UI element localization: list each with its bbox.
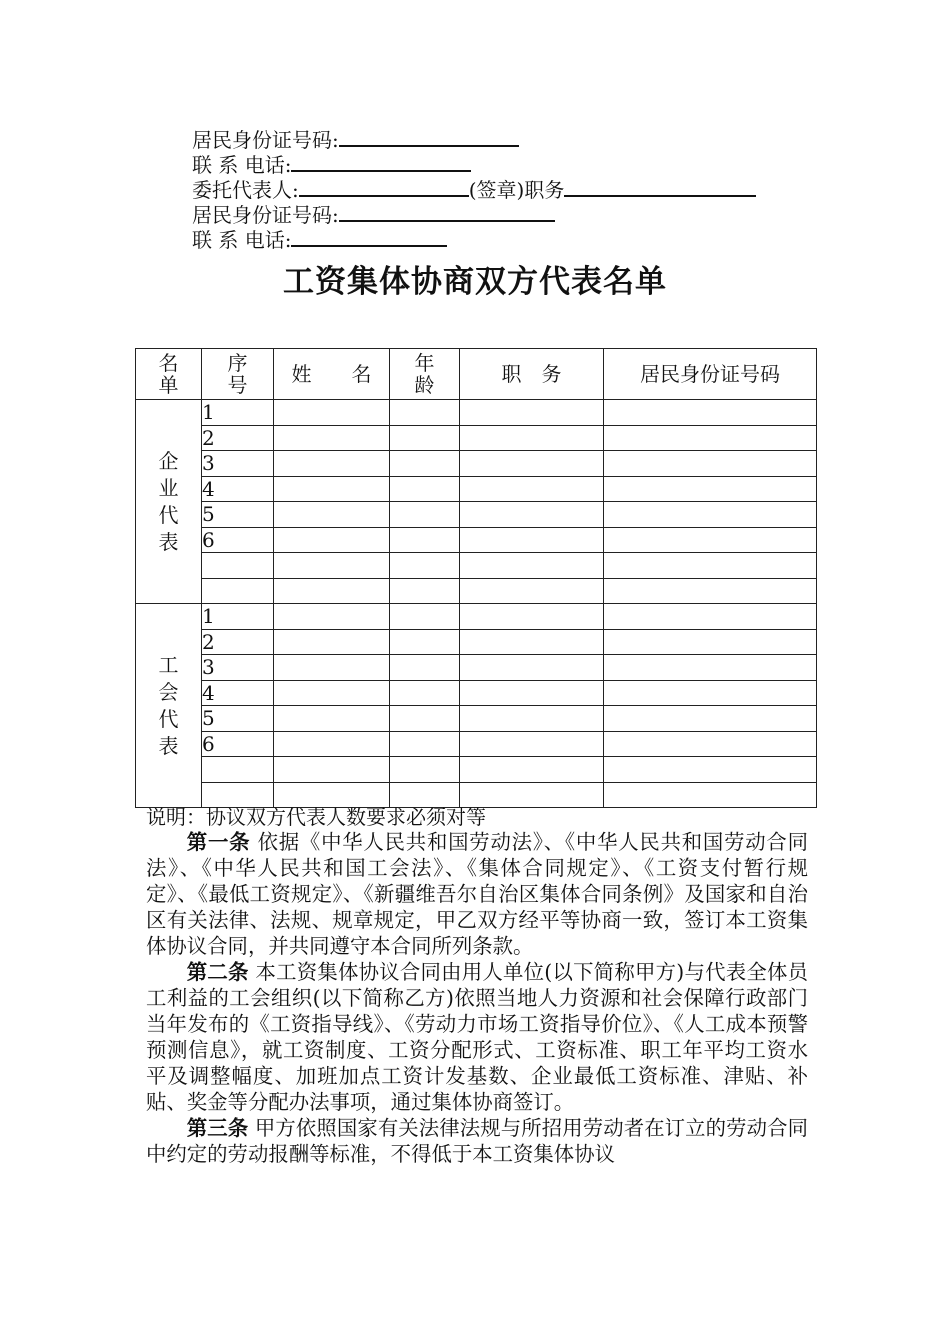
age-cell bbox=[390, 553, 460, 579]
table-row bbox=[136, 757, 817, 783]
header-field-id-2 bbox=[192, 201, 555, 228]
age-cell bbox=[390, 476, 460, 502]
field-label: 委托代表人: bbox=[192, 178, 299, 202]
name-cell bbox=[274, 476, 390, 502]
table-row bbox=[136, 782, 817, 808]
header-id: 居民身份证号码 bbox=[604, 349, 817, 400]
id-cell bbox=[604, 553, 817, 579]
table-row bbox=[136, 476, 817, 502]
field-label: 居民身份证号码: bbox=[192, 203, 339, 227]
phone-line bbox=[291, 151, 471, 172]
position-cell bbox=[460, 425, 604, 451]
table-row bbox=[136, 655, 817, 681]
id-cell bbox=[604, 476, 817, 502]
position-cell bbox=[460, 451, 604, 477]
position-cell bbox=[460, 629, 604, 655]
table-row bbox=[136, 451, 817, 477]
age-cell bbox=[390, 706, 460, 732]
representatives-table bbox=[135, 348, 817, 808]
name-cell bbox=[274, 782, 390, 808]
name-cell bbox=[274, 706, 390, 732]
id-cell bbox=[604, 578, 817, 604]
age-cell bbox=[390, 578, 460, 604]
table-row bbox=[136, 578, 817, 604]
article-1 bbox=[146, 829, 808, 959]
table-row bbox=[136, 553, 817, 579]
name-cell bbox=[274, 451, 390, 477]
table-header-row bbox=[136, 349, 817, 400]
field-label: 联 系 电话: bbox=[192, 228, 292, 252]
table-row bbox=[136, 400, 817, 426]
row-number: 6 bbox=[202, 527, 274, 553]
name-cell bbox=[274, 527, 390, 553]
article-label: 第一条 bbox=[186, 830, 251, 854]
name-cell bbox=[274, 578, 390, 604]
age-cell bbox=[390, 731, 460, 757]
group-label: 工会代表 bbox=[136, 604, 202, 808]
position-cell bbox=[460, 731, 604, 757]
id-cell bbox=[604, 400, 817, 426]
header-field-phone-1 bbox=[192, 151, 471, 178]
name-cell bbox=[274, 731, 390, 757]
row-number: 4 bbox=[202, 476, 274, 502]
id-cell bbox=[604, 425, 817, 451]
position-cell bbox=[460, 680, 604, 706]
name-cell bbox=[274, 425, 390, 451]
id-cell bbox=[604, 680, 817, 706]
position-cell bbox=[460, 604, 604, 630]
row-number: 1 bbox=[202, 604, 274, 630]
name-cell bbox=[274, 502, 390, 528]
age-cell bbox=[390, 757, 460, 783]
position-cell bbox=[460, 527, 604, 553]
row-number bbox=[202, 782, 274, 808]
age-cell bbox=[390, 502, 460, 528]
age-cell bbox=[390, 680, 460, 706]
id-cell bbox=[604, 451, 817, 477]
header-field-phone-2 bbox=[192, 226, 447, 253]
article-label: 第三条 bbox=[186, 1116, 249, 1140]
group-label: 企业代表 bbox=[136, 400, 202, 604]
name-cell bbox=[274, 604, 390, 630]
row-number bbox=[202, 578, 274, 604]
article-text: 甲方依照国家有关法律法规与所招用劳动者在订立的劳动合同中约定的劳动报酬等标准，不得低于本工资集体协议 bbox=[146, 1116, 809, 1166]
position-cell bbox=[460, 400, 604, 426]
id-cell bbox=[604, 502, 817, 528]
row-number: 3 bbox=[202, 451, 274, 477]
id-cell bbox=[604, 527, 817, 553]
row-number: 5 bbox=[202, 706, 274, 732]
age-cell bbox=[390, 425, 460, 451]
row-number: 4 bbox=[202, 680, 274, 706]
table-body bbox=[136, 400, 817, 808]
row-number: 2 bbox=[202, 629, 274, 655]
id-cell bbox=[604, 629, 817, 655]
age-cell bbox=[390, 400, 460, 426]
position-cell bbox=[460, 476, 604, 502]
age-cell bbox=[390, 629, 460, 655]
phone-line bbox=[291, 226, 447, 247]
table-row bbox=[136, 731, 817, 757]
table-row bbox=[136, 680, 817, 706]
age-cell bbox=[390, 782, 460, 808]
id-cell bbox=[604, 604, 817, 630]
id-number-line bbox=[339, 126, 519, 147]
position-cell bbox=[460, 757, 604, 783]
table-note: 说明：协议双方代表人数要求必须对等 bbox=[146, 805, 486, 829]
article-label: 第二条 bbox=[186, 960, 249, 984]
header-group: 名单 bbox=[136, 349, 202, 400]
position-cell bbox=[460, 782, 604, 808]
id-cell bbox=[604, 706, 817, 732]
age-cell bbox=[390, 527, 460, 553]
delegate-line bbox=[299, 176, 469, 197]
header-age: 年龄 bbox=[390, 349, 460, 400]
position-line bbox=[564, 176, 756, 197]
header-field-delegate bbox=[192, 176, 756, 203]
table-row bbox=[136, 706, 817, 732]
header-seq: 序号 bbox=[202, 349, 274, 400]
id-cell bbox=[604, 757, 817, 783]
row-number: 2 bbox=[202, 425, 274, 451]
field-label: 联 系 电话: bbox=[192, 153, 292, 177]
row-number: 5 bbox=[202, 502, 274, 528]
header-name: 姓 名 bbox=[274, 349, 390, 400]
position-cell bbox=[460, 706, 604, 732]
row-number: 6 bbox=[202, 731, 274, 757]
header-position: 职 务 bbox=[460, 349, 604, 400]
id-number-line bbox=[339, 201, 555, 222]
table-row bbox=[136, 629, 817, 655]
table-row bbox=[136, 502, 817, 528]
row-number: 1 bbox=[202, 400, 274, 426]
id-cell bbox=[604, 655, 817, 681]
table-row bbox=[136, 604, 817, 630]
name-cell bbox=[274, 553, 390, 579]
id-cell bbox=[604, 731, 817, 757]
id-cell bbox=[604, 782, 817, 808]
table-row bbox=[136, 527, 817, 553]
table-row bbox=[136, 425, 817, 451]
article-text: 本工资集体协议合同由用人单位(以下简称甲方)与代表全体员工利益的工会组织(以下简称乙方)依照当地人力资源和社会保障行政部门当年发布的《工资指导线》、《劳动力市场工资指导价位》、《人工成本预警预测信息》，就工资制度、工资分配形式、工资标准、职工年平均工资水平及调整幅度、加班加点工资计发基数、企业最低工资标准、津贴、补贴、奖金等分配办法事项，通过集体协商签订。 bbox=[146, 960, 809, 1114]
page-title: 工资集体协商双方代表名单 bbox=[283, 264, 667, 300]
field-label: 居民身份证号码: bbox=[192, 128, 339, 152]
position-cell bbox=[460, 502, 604, 528]
articles bbox=[146, 829, 808, 1167]
row-number bbox=[202, 757, 274, 783]
name-cell bbox=[274, 629, 390, 655]
position-cell bbox=[460, 553, 604, 579]
name-cell bbox=[274, 757, 390, 783]
row-number: 3 bbox=[202, 655, 274, 681]
age-cell bbox=[390, 655, 460, 681]
age-cell bbox=[390, 451, 460, 477]
position-cell bbox=[460, 655, 604, 681]
name-cell bbox=[274, 680, 390, 706]
article-2 bbox=[146, 959, 808, 1115]
article-3 bbox=[146, 1115, 808, 1167]
age-cell bbox=[390, 604, 460, 630]
header-field-id-1 bbox=[192, 126, 519, 153]
position-cell bbox=[460, 578, 604, 604]
name-cell bbox=[274, 400, 390, 426]
row-number bbox=[202, 553, 274, 579]
article-text: 依据《中华人民共和国劳动法》、《中华人民共和国劳动合同法》、《中华人民共和国工会法》、《集体合同规定》、《工资支付暂行规定》、《最低工资规定》、《新疆维吾尔自治区集体合同条例》及国家和自治区有关法律、法规、规章规定，甲乙双方经平等协商一致，签订本工资集体协议合同，并共同遵守本合同所列条款。 bbox=[146, 830, 808, 958]
field-suffix: (签章)职务 bbox=[468, 178, 565, 202]
name-cell bbox=[274, 655, 390, 681]
